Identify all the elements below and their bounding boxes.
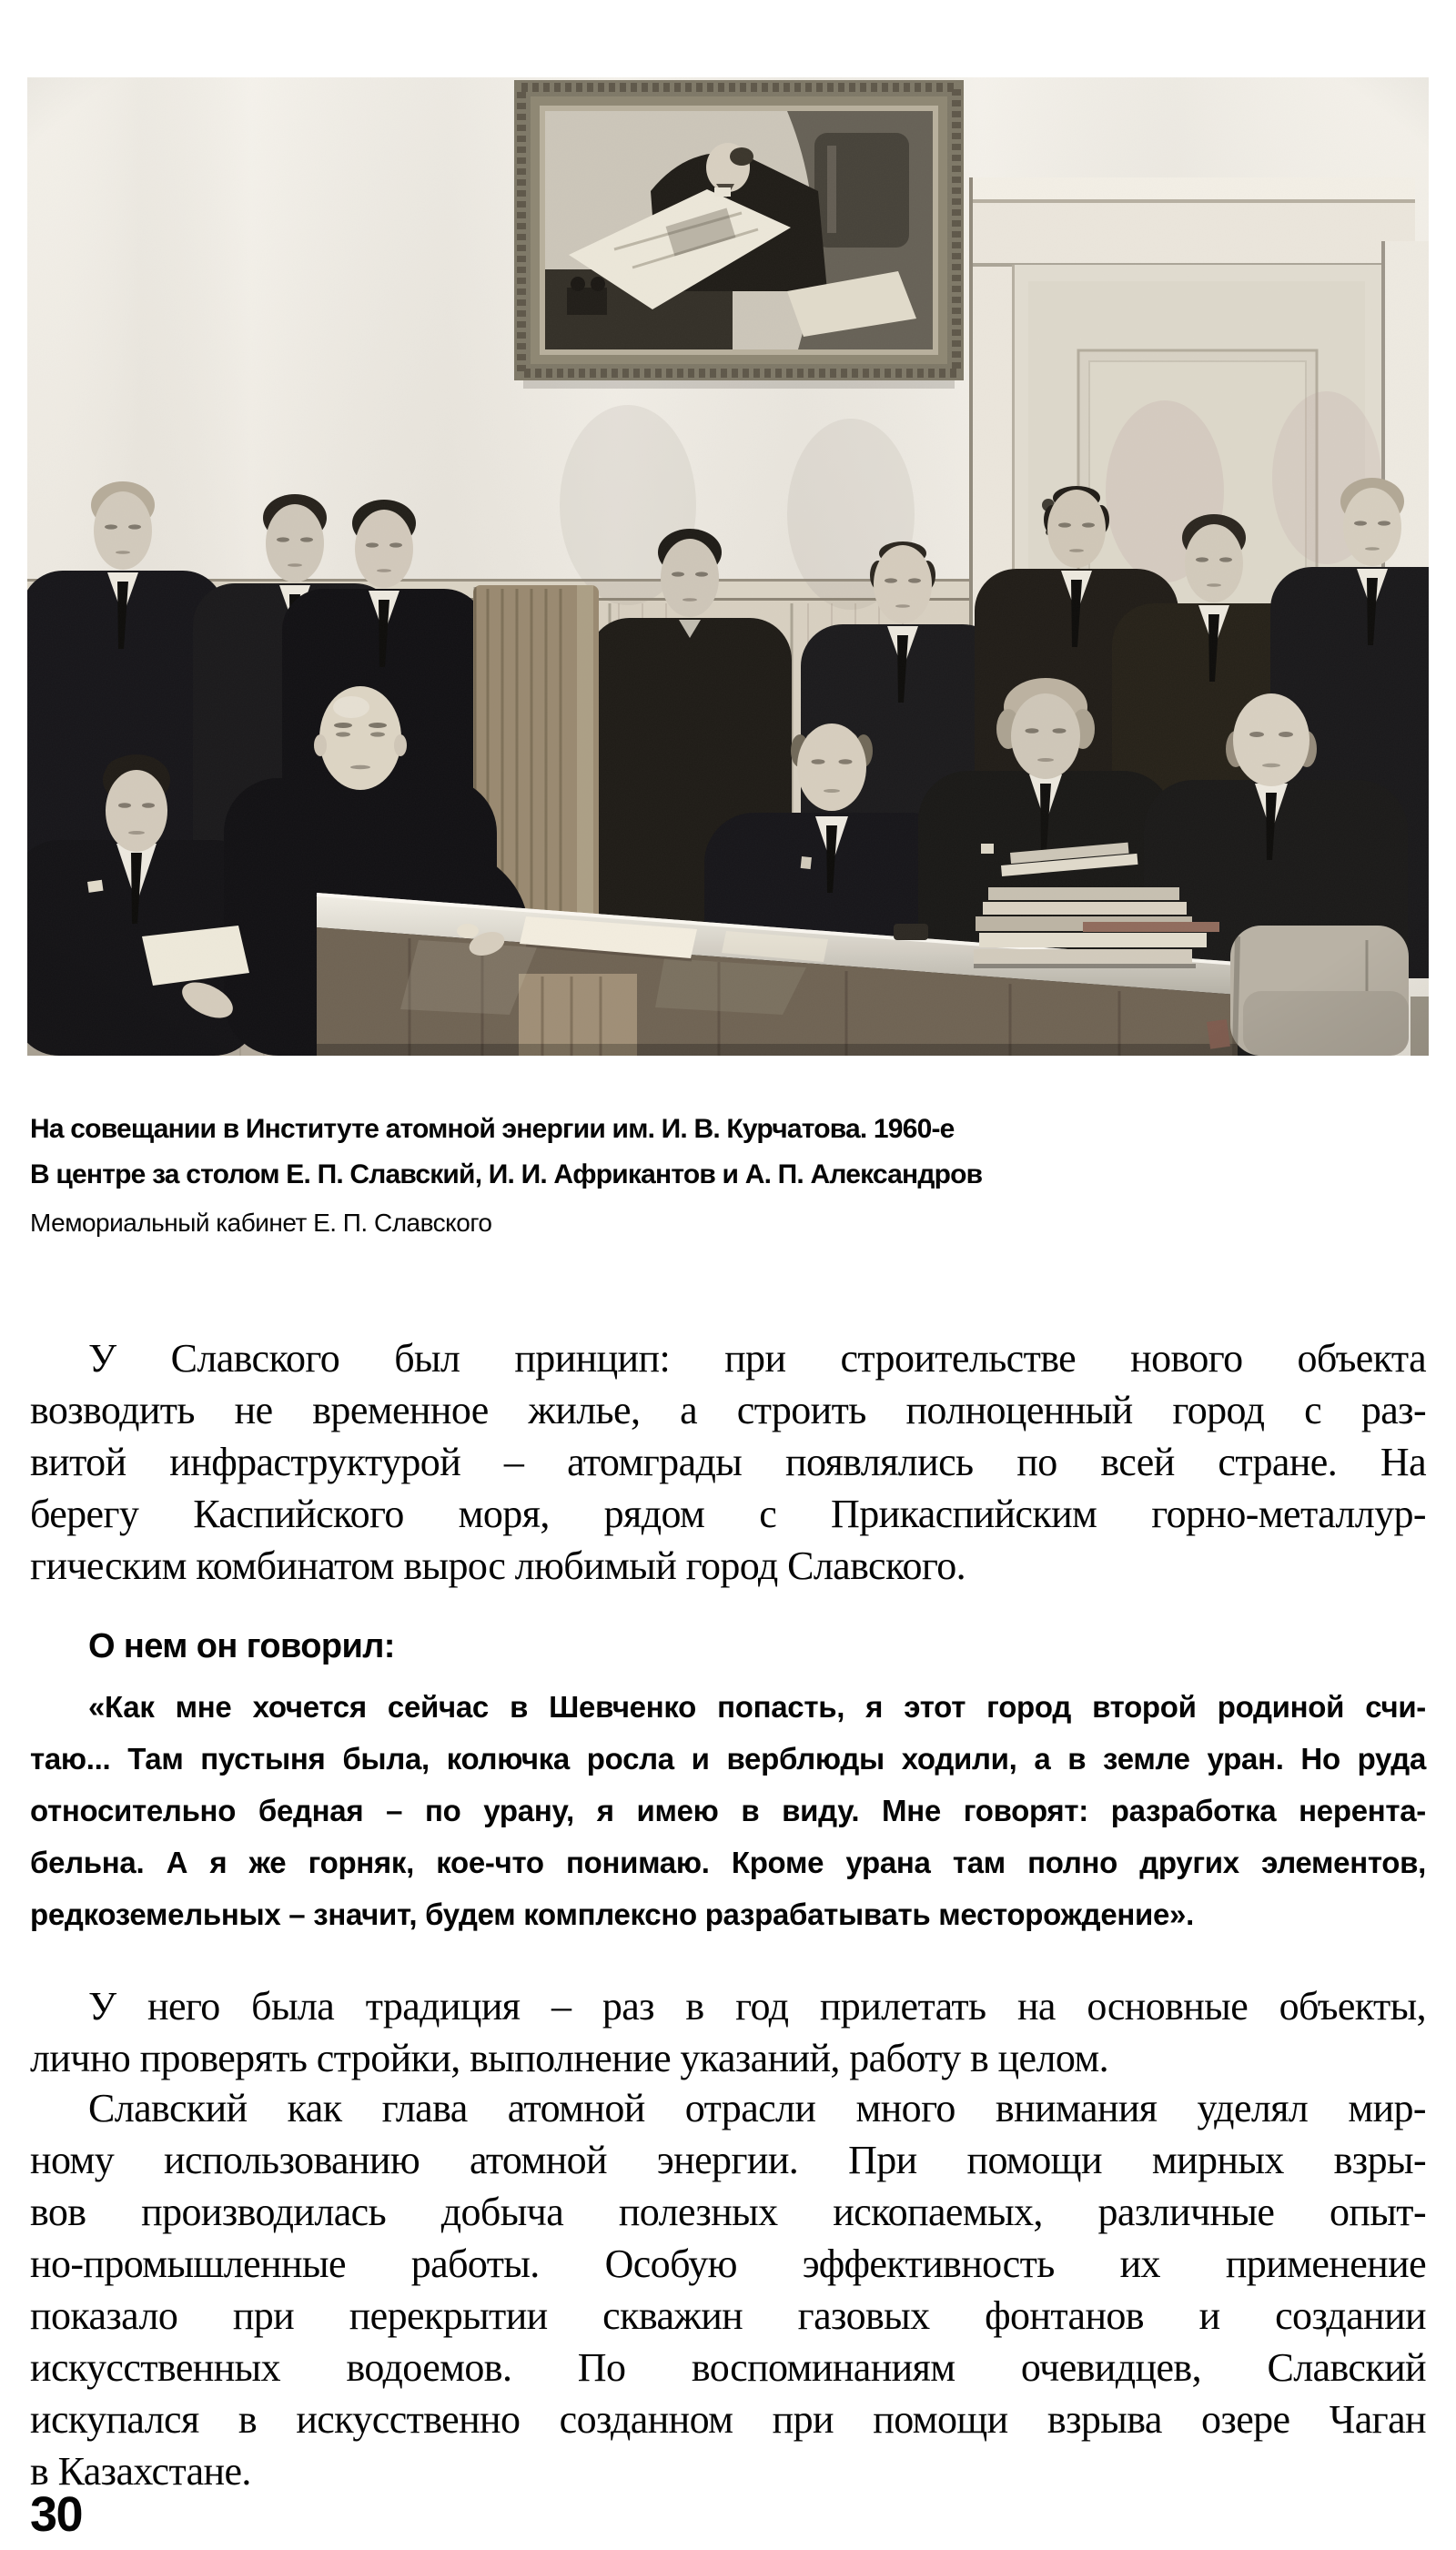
vignette-overlay (27, 77, 1429, 1056)
text-line: бельна. А я же горняк, кое-что понимаю. Кроме урана там полно других элементов, (30, 1846, 1426, 1879)
text-line: относительно бедная – по урану, я имею в виду. Мне говорят: разработка нерента- (30, 1794, 1426, 1827)
text-line: возводить не временное жилье, а строить полноценный город с раз- (30, 1388, 1426, 1432)
text-line: вов производилась добыча полезных ископаемых, различные опыт- (30, 2190, 1426, 2234)
text-line: гическим комбинатом вырос любимый город Славского. (30, 1543, 966, 1588)
text-line: искусственных водоемов. По воспоминаниям очевидцев, Славский (30, 2345, 1426, 2390)
text-line: показало при перекрытии скважин газовых фонтанов и создании (30, 2293, 1426, 2338)
quote-heading: О нем он говорил: (88, 1627, 395, 1665)
paragraph (30, 1332, 1426, 1592)
caption-line: Мемориальный кабинет Е. П. Славского (30, 1209, 492, 1237)
text-line: искупался в искусственно созданном при помощи взрыва озере Чаган (30, 2397, 1426, 2442)
text-line: У него была традиция – раз в год прилетать на основные объекты, (88, 1984, 1426, 2029)
text-line: «Как мне хочется сейчас в Шевченко попасть, я этот город второй родиной счи- (88, 1690, 1426, 1724)
text-line: в Казахстане. (30, 2449, 251, 2494)
caption-line: На совещании в Институте атомной энергии им. И. В. Курчатова. 1960-е (30, 1114, 955, 1144)
text-line: редкоземельных – значит, будем комплексно разрабатывать месторождение». (30, 1897, 1194, 1931)
text-line: У Славского был принцип: при строительстве нового объекта (88, 1336, 1426, 1381)
caption-line: В центре за столом Е. П. Славский, И. И. Африкантов и А. П. Александров (30, 1159, 983, 1189)
text-line: берегу Каспийского моря, рядом с Прикаспийским горно-металлур- (30, 1492, 1426, 1536)
photo-caption (30, 1107, 1426, 1246)
quote-paragraph (30, 1681, 1426, 1940)
page-number: 30 (30, 2487, 83, 2542)
text-line: ному использованию атомной энергии. При помощи мирных взры- (30, 2138, 1426, 2182)
text-line: но-промышленные работы. Особую эффективность их применение (30, 2241, 1426, 2286)
paragraph (30, 1980, 1426, 2084)
text-line: лично проверять стройки, выполнение указаний, работу в целом. (30, 2036, 1109, 2080)
text-line: Славский как глава атомной отрасли много внимания уделял мир- (88, 2086, 1426, 2130)
paragraph (30, 2082, 1426, 2497)
text-line: таю... Там пустыня была, колючка росла и верблюды ходили, а в земле уран. Но руда (30, 1742, 1426, 1776)
text-line: витой инфраструктурой – атомграды появлялись по всей стране. На (30, 1440, 1426, 1484)
meeting-photograph (27, 77, 1429, 1056)
